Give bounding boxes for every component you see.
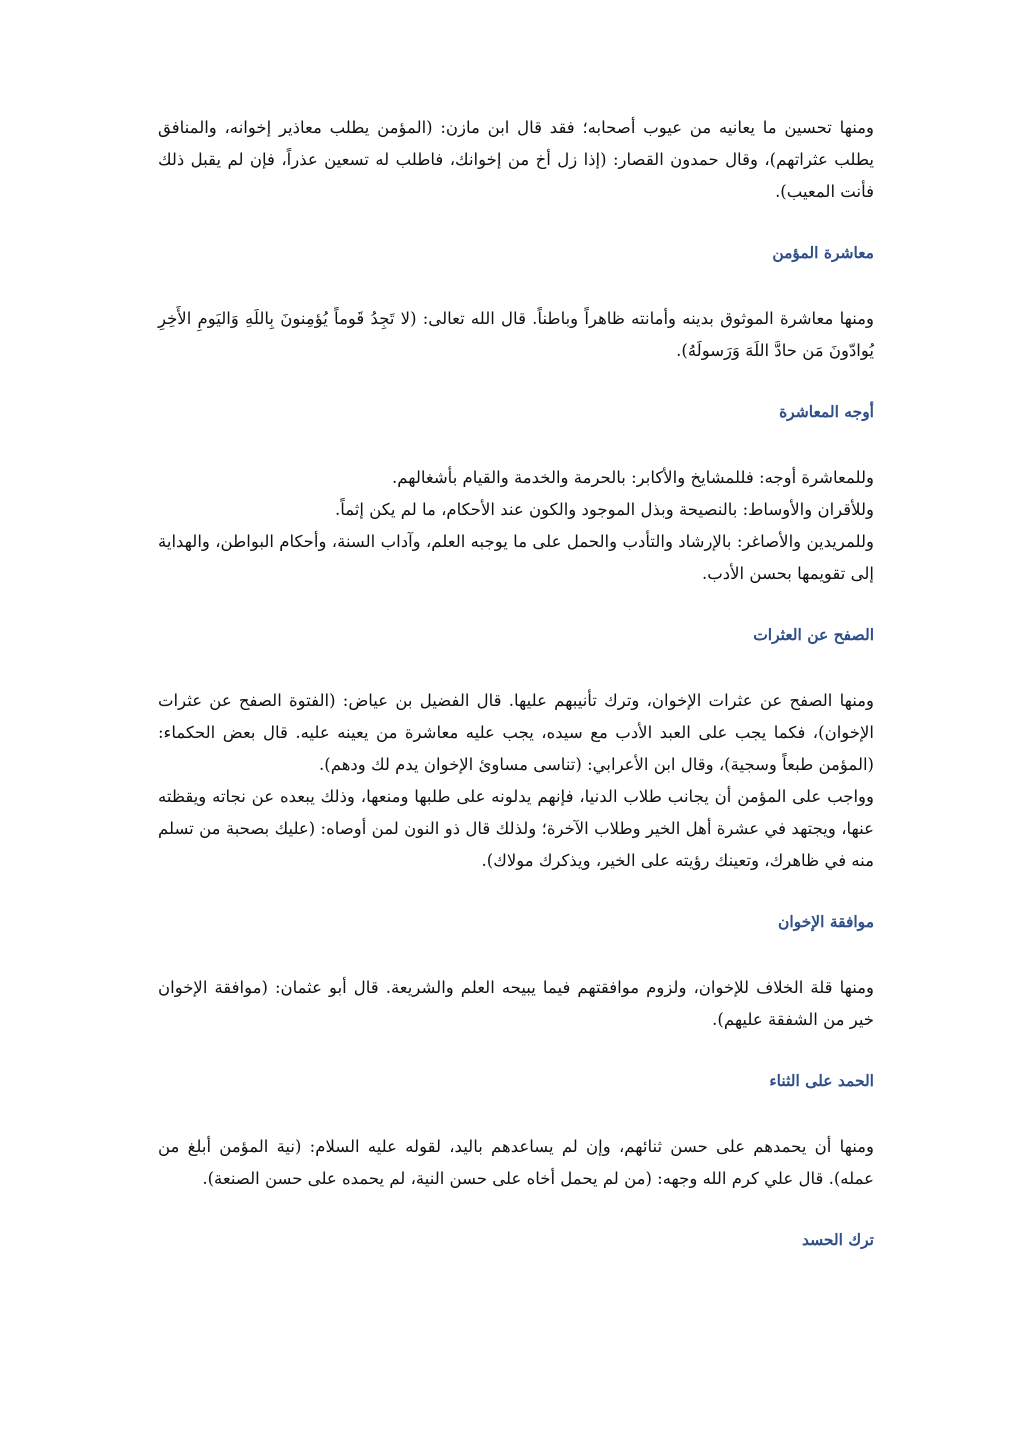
section-heading-awjuh-muashara: أوجه المعاشرة	[779, 402, 874, 421]
section-heading-safh-athrat: الصفح عن العثرات	[753, 625, 874, 644]
section-heading-tark-hasad: ترك الحسد	[801, 1230, 874, 1249]
section-paragraph: ومنها الصفح عن عثرات الإخوان، وترك تأنيبهم عليها. قال الفضيل بن عياض: (الفتوة الصفح عن عثرات الإخوان)، فكما يجب على العبد الأدب مع سيده، يجب عليه معاشرة من يعينه عليه. قال بعض الحكماء: (المؤمن طبعاً وسجية)، وقال ابن الأعرابي: (تناسى مساوئ الإخوان يدم لك ودهم).	[158, 691, 874, 774]
section-paragraph: ومنها معاشرة الموثوق بدينه وأمانته ظاهراً وباطناً. قال الله تعالى: (لا تَجِدُ قَوماً يُؤمِنونَ بِاللَهِ وَاليَومِ الأَخِرِ يُوادّونَ مَن حادَّ اللَهَ وَرَسولَهُ).	[158, 309, 874, 360]
section-paragraph: وللمريدين والأصاغر: بالإرشاد والتأدب والحمل على ما يوجبه العلم، وآداب السنة، وأحكام البواطن، والهداية إلى تقويمها بحسن الأدب.	[158, 532, 874, 583]
section-heading-muashara-mumin: معاشرة المؤمن	[772, 243, 874, 262]
document-page	[158, 112, 874, 1252]
section-heading-hamd-thana: الحمد على الثناء	[769, 1071, 874, 1090]
section-paragraph: ومنها أن يحمدهم على حسن ثنائهم، وإن لم يساعدهم باليد، لقوله عليه السلام: (نية المؤمن أبلغ من عمله). قال علي كرم الله وجهه: (من لم يحمل أخاه على حسن النية، لم يحمده على حسن الصنعة).	[158, 1137, 874, 1188]
section-heading-muwafaqat-ikhwan: موافقة الإخوان	[778, 912, 874, 931]
section-paragraph: وللمعاشرة أوجه: فللمشايخ والأكابر: بالحرمة والخدمة والقيام بأشغالهم.	[392, 468, 874, 487]
section-paragraph: ومنها قلة الخلاف للإخوان، ولزوم موافقتهم فيما يبيحه العلم والشريعة. قال أبو عثمان: (موافقة الإخوان خير من الشفقة عليهم).	[158, 978, 874, 1029]
intro-paragraph: ومنها تحسين ما يعانيه من عيوب أصحابه؛ فقد قال ابن مازن: (المؤمن يطلب معاذير إخوانه، والمنافق يطلب عثراتهم)، وقال حمدون القصار: (إذا زل أخ من إخوانك، فاطلب له تسعين عذراً، فإن لم يقبل ذلك فأنت المعيب).	[158, 118, 874, 201]
section-paragraph: وواجب على المؤمن أن يجانب طلاب الدنيا، فإنهم يدلونه على طلبها ومنعها، وذلك يبعده عن نجاته ويقظته عنها، ويجتهد في عشرة أهل الخير وطلاب الآخرة؛ ولذلك قال ذو النون لمن أوصاه: (عليك بصحبة من تسلم منه في ظاهرك، وتعينك رؤيته على الخير، ويذكرك مولاك).	[158, 787, 874, 870]
section-paragraph: وللأقران والأوساط: بالنصيحة وبذل الموجود والكون عند الأحكام، ما لم يكن إثماً.	[334, 500, 874, 519]
